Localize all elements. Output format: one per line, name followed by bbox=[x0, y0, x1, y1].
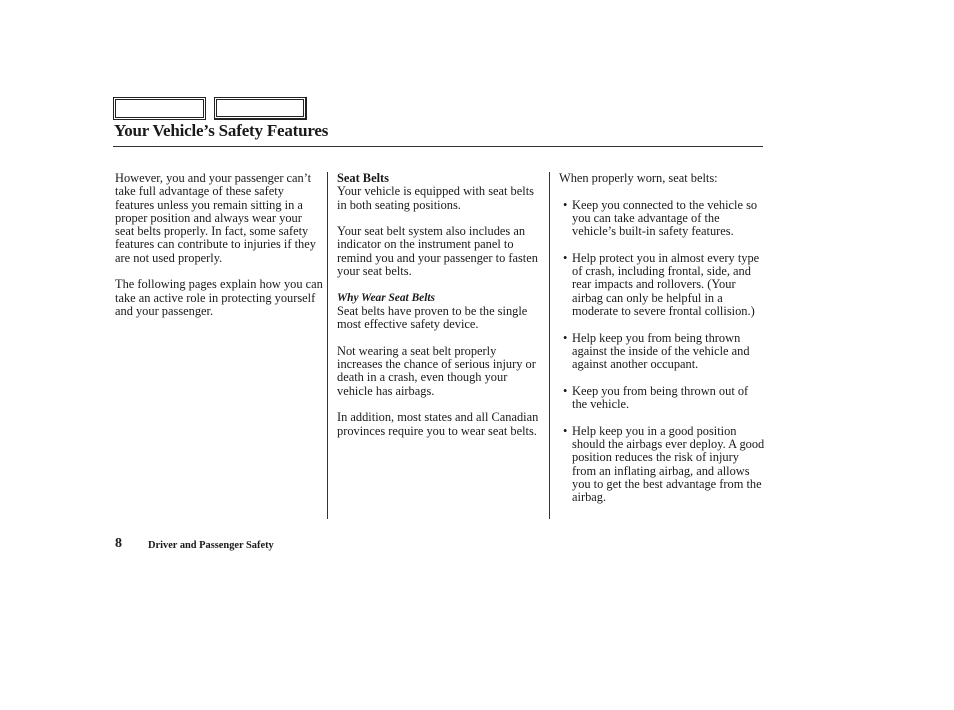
paragraph: However, you and your passenger can’t take full advantage of these safety features unless you remain sitting in a proper position and always wear your seat belts properly. In fact, some safety features can contribute to injuries if they are not used properly. bbox=[115, 171, 316, 265]
why-wear-section bbox=[337, 292, 543, 332]
bullet-icon: • bbox=[563, 250, 568, 265]
column-divider bbox=[549, 172, 550, 519]
text-column-2 bbox=[337, 172, 543, 451]
text-column-1 bbox=[115, 172, 323, 332]
footer-section-label: Driver and Passenger Safety bbox=[148, 540, 274, 551]
bullets-intro: When properly worn, seat belts: bbox=[559, 171, 718, 185]
list-item bbox=[559, 252, 765, 318]
seat-belts-section bbox=[337, 172, 543, 212]
list-item-text: Keep you connected to the vehicle so you can take advantage of the vehicle’s built-in safety features. bbox=[572, 197, 758, 239]
paragraph: Your vehicle is equipped with seat belts in both seating positions. bbox=[337, 184, 534, 212]
bullet-icon: • bbox=[563, 330, 568, 345]
paragraph: Your seat belt system also includes an indicator on the instrument panel to remind you and your passenger to fasten your seat belts. bbox=[337, 224, 538, 279]
text-column-3 bbox=[559, 172, 765, 518]
list-item-text: Help protect you in almost every type of crash, including frontal, side, and rear impacts and rollovers. (Your airbag can only be helpful in a moderate to severe frontal collision.) bbox=[572, 250, 760, 318]
list-item bbox=[559, 332, 765, 372]
list-item bbox=[559, 199, 765, 239]
list-item-text: Help keep you in a good position should the airbags ever deploy. A good position reduces the risk of injury from an inflating airbag, and allows you to get the best advantage from the airbag. bbox=[572, 423, 765, 505]
paragraph: Seat belts have proven to be the single most effective safety device. bbox=[337, 303, 528, 332]
paragraph: The following pages explain how you can take an active role in protecting yourself and your passenger. bbox=[115, 277, 323, 318]
page-number: 8 bbox=[115, 536, 122, 551]
column-divider bbox=[327, 172, 328, 519]
bullet-icon: • bbox=[563, 197, 568, 212]
paragraph: Not wearing a seat belt properly increases the chance of serious injury or death in a crash, even though your vehicle has airbags. bbox=[337, 343, 536, 398]
title-divider bbox=[113, 146, 763, 147]
list-item bbox=[559, 425, 765, 505]
list-item-text: Help keep you from being thrown against the inside of the vehicle and against another occupant. bbox=[572, 330, 750, 372]
list-item-text: Keep you from being thrown out of the vehicle. bbox=[572, 383, 749, 412]
header-tab-box-right bbox=[214, 97, 307, 120]
bullet-icon: • bbox=[563, 423, 568, 438]
header-tab-box-left bbox=[113, 97, 206, 120]
subsection-heading: Why Wear Seat Belts bbox=[337, 291, 435, 304]
page-title: Your Vehicle’s Safety Features bbox=[114, 121, 329, 140]
benefits-list bbox=[559, 199, 765, 505]
bullet-icon: • bbox=[563, 383, 568, 398]
list-item bbox=[559, 385, 765, 412]
section-heading: Seat Belts bbox=[337, 171, 389, 185]
paragraph: In addition, most states and all Canadian provinces require you to wear seat belts. bbox=[337, 410, 539, 438]
